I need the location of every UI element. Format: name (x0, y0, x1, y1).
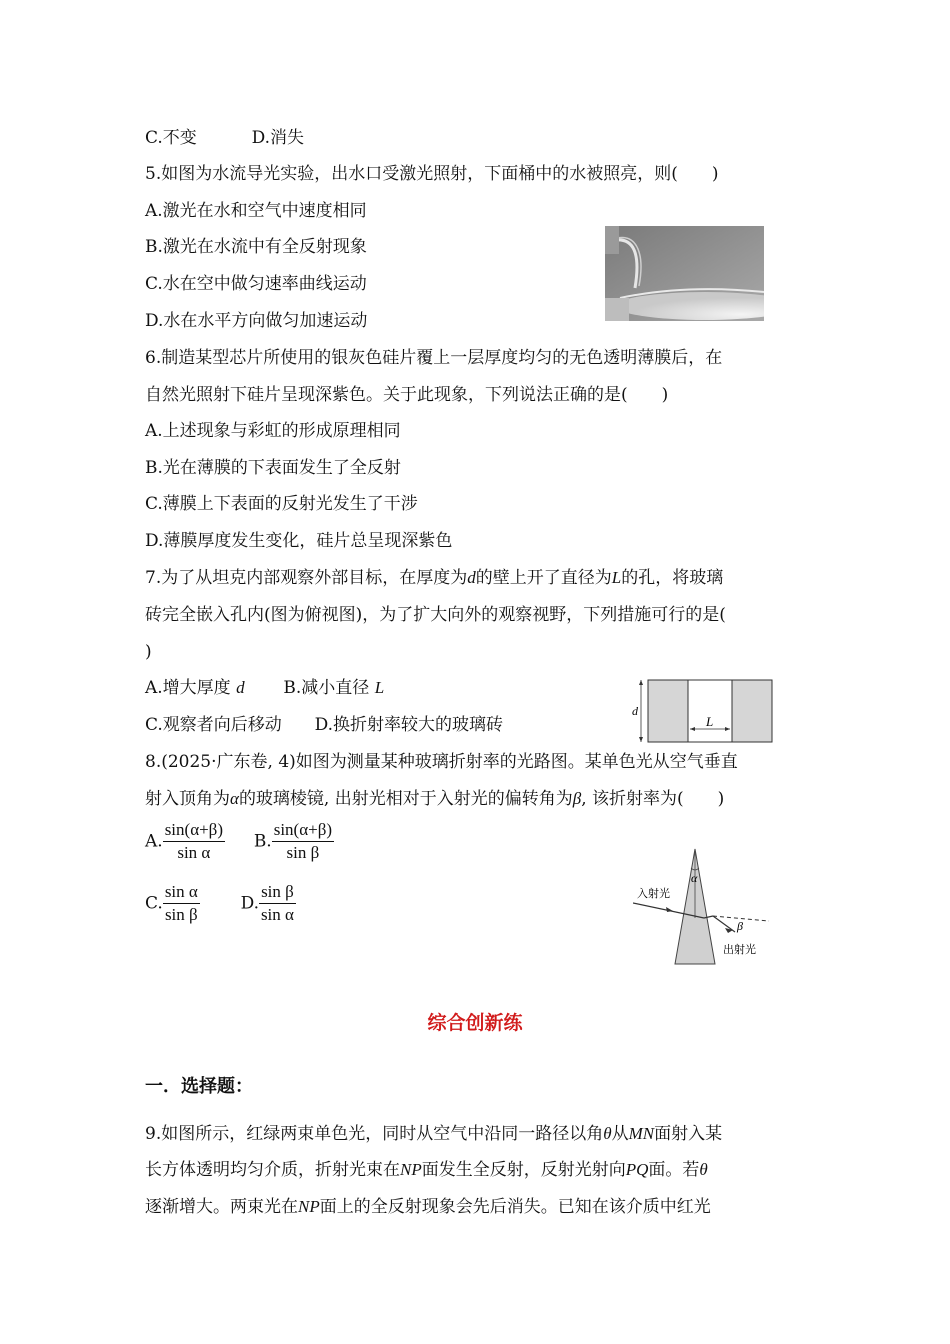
q8-option-c-fraction (163, 882, 200, 925)
q9-line3 (145, 1196, 711, 1218)
q7-var-l: L (611, 568, 622, 587)
q6-option-d: D.薄膜厚度发生变化，硅片总呈现深紫色 (145, 531, 453, 551)
q8-alpha: α (230, 789, 239, 808)
q8-option-b-label: B. (253, 831, 272, 852)
section-heading: 综合创新练 (427, 1012, 523, 1034)
q4-options-cd (145, 127, 304, 149)
q8-stem-text-2: 的玻璃棱镜, 出射光相对于入射光的偏转角为 (238, 789, 573, 809)
q7-stem-text-2: 的壁上开了直径为 (475, 568, 612, 588)
q7-option-a: A.增大厚度 (145, 678, 231, 698)
q8-option-d-fraction (259, 882, 296, 925)
q7-options-cd (145, 714, 503, 736)
q9-line2 (145, 1159, 708, 1181)
q8-option-c-label: C. (145, 893, 163, 914)
q5-option-d: D.水在水平方向做匀加速运动 (145, 311, 368, 331)
q8-option-d-den: sin α (260, 905, 294, 924)
q8-option-a-fraction (163, 820, 225, 863)
section-title: 一．选择题： (145, 1076, 253, 1097)
q5-stem: 5.如图为水流导光实验，出水口受激光照射，下面桶中的水被照亮，则( ) (145, 164, 719, 184)
q8-stem-line1: 8.(2025·广东卷, 4)如图为测量某种玻璃折射率的光路图。某单色光从空气垂直 (145, 752, 738, 772)
fig-label-incident: 入射光 (637, 887, 670, 900)
q8-stem-text-3: , 该折射率为( ) (581, 789, 725, 809)
q7-stem-line3: ) (145, 642, 152, 662)
fig-label-emergent: 出射光 (723, 943, 756, 956)
q9-text-3: 面射入某 (654, 1124, 723, 1144)
q9-text-2: 从 (611, 1124, 629, 1144)
q9-pq: PQ (625, 1160, 649, 1179)
tank-wall-diagram (628, 676, 778, 746)
q9-theta-2: θ (699, 1160, 708, 1179)
water-stream-photo (605, 226, 764, 321)
q7-stem-line2: 砖完全嵌入孔内(图为俯视图)，为了扩大向外的观察视野，下列措施可行的是( (145, 605, 726, 625)
q7-option-b: B.减小直径 (283, 678, 370, 698)
q9-mn: MN (628, 1124, 655, 1143)
q8-option-b-den: sin β (286, 843, 320, 862)
q9-np-2: NP (298, 1197, 320, 1216)
q5-option-a: A.激光在水和空气中速度相同 (145, 201, 367, 221)
q7-stem-line1 (145, 567, 723, 589)
q6-stem-line2: 自然光照射下硅片呈现深紫色。关于此现象，下列说法正确的是( ) (145, 385, 669, 405)
q8-option-d-num: sin β (259, 882, 296, 904)
q7-option-c: C.观察者向后移动 (145, 715, 282, 735)
q9-theta: θ (603, 1124, 612, 1143)
q7-option-a-var: d (236, 678, 245, 697)
q5-option-b: B.激光在水流中有全反射现象 (145, 237, 367, 257)
fig-label-l: L (706, 714, 714, 729)
q9-text-4: 长方体透明均匀介质，折射光束在 (145, 1160, 400, 1180)
q4-option-c: C.不变 (145, 128, 197, 148)
q8-option-b-num: sin(α+β) (272, 820, 334, 842)
q9-text-8: 面上的全反射现象会先后消失。已知在该介质中红光 (319, 1197, 711, 1217)
q8-option-a-den: sin α (177, 843, 211, 862)
q8-stem-line2 (145, 788, 724, 810)
q8-option-d-label: D. (240, 893, 260, 914)
q7-option-b-var: L (374, 678, 385, 697)
q8-beta: β (572, 789, 582, 808)
q6-option-c: C.薄膜上下表面的反射光发生了干涉 (145, 494, 418, 514)
q8-stem-text-1: 射入顶角为 (145, 789, 230, 809)
q9-text-1: 9.如图所示，红绿两束单色光，同时从空气中沿同一路径以角 (145, 1124, 604, 1144)
fig-label-beta: β (737, 919, 743, 933)
q5-option-c: C.水在空中做匀速率曲线运动 (145, 274, 367, 294)
q6-option-a: A.上述现象与彩虹的形成原理相同 (145, 421, 401, 441)
q9-text-7: 逐渐增大。两束光在 (145, 1197, 298, 1217)
q8-option-b-fraction (272, 820, 334, 863)
q8-option-c-num: sin α (163, 882, 200, 904)
q8-option-a-num: sin(α+β) (163, 820, 225, 842)
q7-stem-text-3: 的孔，将玻璃 (621, 568, 724, 588)
q9-text-6: 面。若 (648, 1160, 700, 1180)
q9-line1 (145, 1123, 722, 1145)
q7-option-d: D.换折射率较大的玻璃砖 (314, 715, 504, 735)
q6-stem-line1: 6.制造某型芯片所使用的银灰色硅片覆上一层厚度均匀的无色透明薄膜后，在 (145, 348, 723, 368)
q8-option-c-den: sin β (164, 905, 198, 924)
q7-options-ab (145, 677, 384, 699)
q8-option-a-label: A. (145, 831, 163, 852)
q4-option-d: D.消失 (251, 128, 305, 148)
q7-stem-text-1: 7.为了从坦克内部观察外部目标，在厚度为 (145, 568, 468, 588)
fig-label-d: d (632, 704, 638, 718)
q9-text-5: 面发生全反射，反射光射向 (421, 1160, 626, 1180)
q9-np: NP (400, 1160, 422, 1179)
prism-diagram (633, 846, 773, 968)
q7-var-d: d (467, 568, 476, 587)
q8-options-cd (145, 882, 296, 925)
fig-label-alpha: α (691, 871, 698, 885)
q8-options-ab (145, 820, 334, 863)
q6-option-b: B.光在薄膜的下表面发生了全反射 (145, 458, 401, 478)
